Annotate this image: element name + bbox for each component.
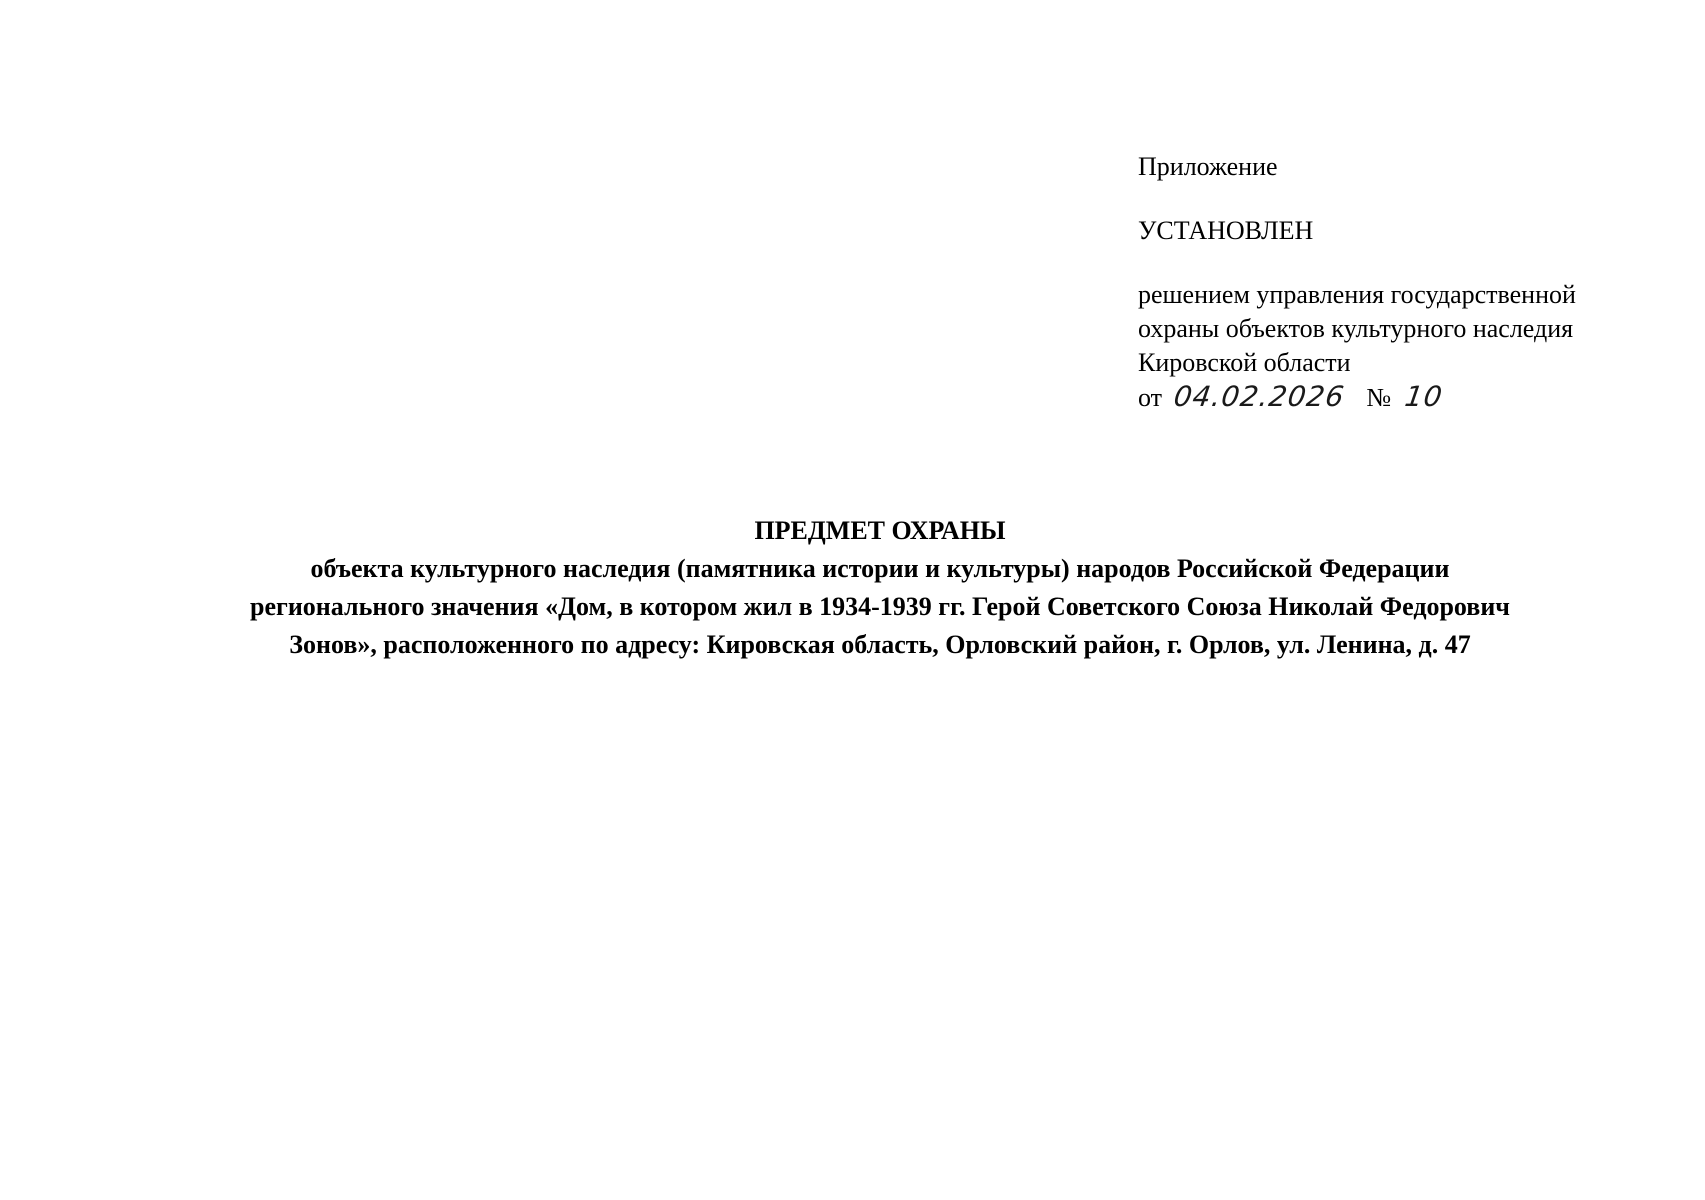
subtitle-line: Зонов», расположенного по адресу: Кировская область, Орловский район, г. Орлов, ул. Ленина, д. 47 xyxy=(289,630,1471,659)
decision-line: Кировской области xyxy=(1138,348,1351,377)
subtitle-line: регионального значения «Дом, в котором жил в 1934-1939 гг. Герой Советского Союза Николай Федорович xyxy=(250,592,1510,621)
handwritten-number: 10 xyxy=(1402,380,1446,413)
title-block xyxy=(150,512,1610,664)
subtitle-line: объекта культурного наследия (памятника истории и культуры) народов Российской Федерации xyxy=(310,554,1450,583)
document-heading: ПРЕДМЕТ ОХРАНЫ xyxy=(754,516,1006,545)
date-number-line xyxy=(1138,380,1678,415)
established-label: УСТАНОВЛЕН xyxy=(1138,216,1314,245)
handwritten-date: 04.02.2026 xyxy=(1171,380,1347,413)
appendix-label: Приложение xyxy=(1138,152,1278,181)
approval-block xyxy=(1138,150,1678,415)
decision-line: решением управления государственной xyxy=(1138,280,1576,309)
number-sign: № xyxy=(1366,383,1392,412)
decision-line: охраны объектов культурного наследия xyxy=(1138,314,1574,343)
date-prefix: от xyxy=(1138,383,1163,412)
